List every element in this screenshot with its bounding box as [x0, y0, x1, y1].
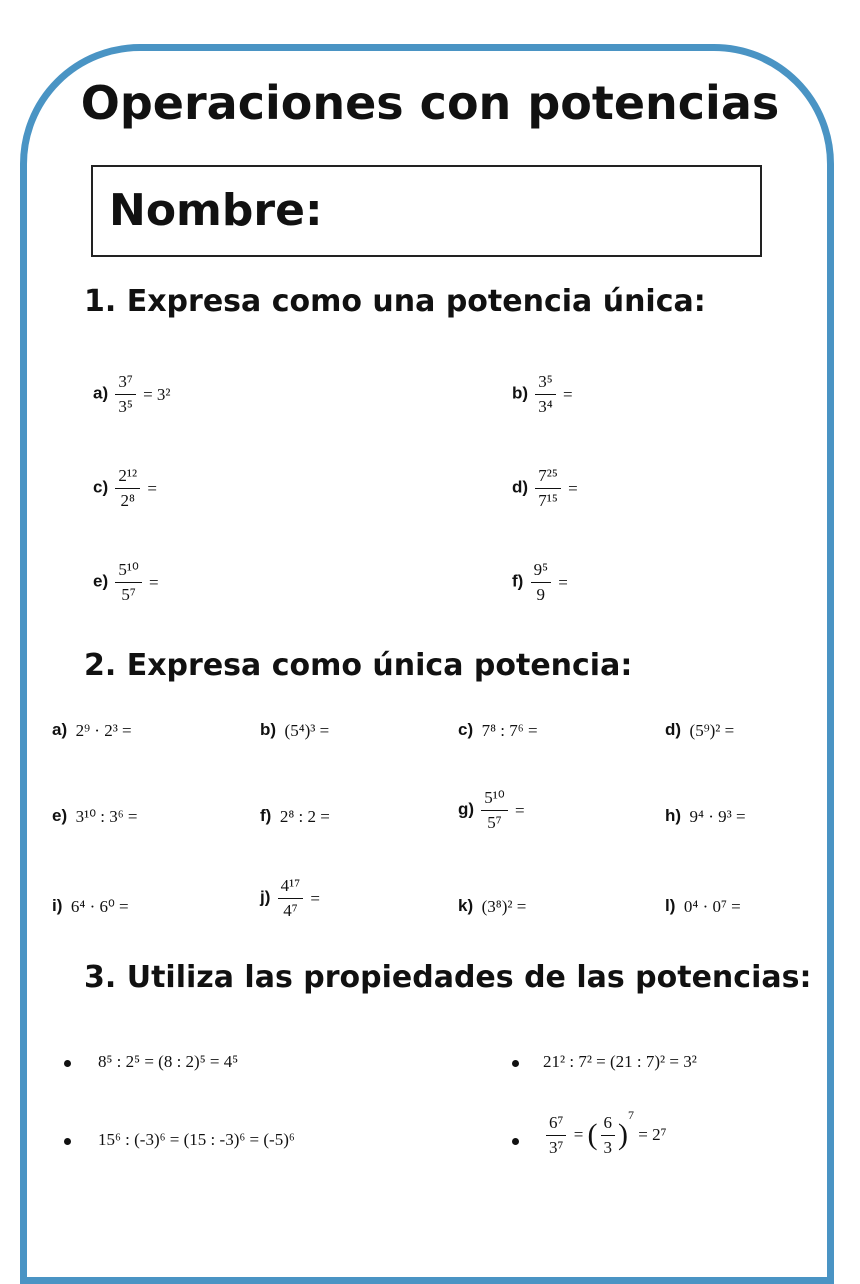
- item-label: c): [93, 477, 109, 497]
- bullet-icon: [512, 1060, 519, 1067]
- exercise-1e: [93, 560, 159, 605]
- section-1-heading: 1. Expresa como una potencia única:: [84, 284, 706, 319]
- exercise-2e: e) 3¹⁰ : 3⁶ =: [52, 806, 138, 827]
- fraction: $\frac{\text{5¹⁰}}{\text{5⁷}}$: [115, 560, 141, 605]
- expression: =: [149, 572, 159, 592]
- fraction: $\frac{\text{4¹⁷}}{\text{4⁷}}$: [278, 876, 304, 921]
- exercise-2l: l) 0⁴ · 0⁷ =: [665, 896, 741, 917]
- item-label: d): [512, 477, 529, 497]
- bullet-icon: [64, 1138, 71, 1145]
- name-field[interactable]: [91, 165, 762, 257]
- exercise-2b: b) (5⁴)³ =: [260, 720, 330, 741]
- item-label: e): [93, 571, 109, 591]
- exercise-2d: d) (5⁹)² =: [665, 720, 735, 741]
- bullet-icon: [512, 1138, 519, 1145]
- exercise-2j: j) $\frac{\text{4¹⁷}}{\text{4⁷}}$ =: [260, 876, 321, 920]
- exercise-2h: h) 9⁴ · 9³ =: [665, 806, 746, 827]
- exercise-1b: [512, 372, 573, 417]
- close-paren: ): [618, 1118, 629, 1152]
- expression: =: [568, 478, 578, 498]
- exercise-1a: [93, 372, 171, 417]
- expression: =: [558, 572, 568, 592]
- property-example-4: $\frac{\text{6⁷}}{\text{3⁷}}$ = ( $\frac{6}{3}$ )$^7$ = 2⁷: [543, 1108, 667, 1158]
- fraction: $\frac{\text{3⁵}}{\text{3⁴}}$: [535, 372, 555, 417]
- open-paren: (: [587, 1118, 598, 1152]
- exercise-2g: g) $\frac{\text{5¹⁰}}{\text{5⁷}}$ =: [458, 788, 525, 832]
- exercise-2k: k) (3⁸)² =: [458, 896, 527, 917]
- exercise-1c: [93, 466, 157, 511]
- exponent: 7: [628, 1108, 635, 1122]
- exercise-2f: f) 2⁸ : 2 =: [260, 806, 330, 827]
- fraction: $\frac{\text{5¹⁰}}{\text{5⁷}}$: [481, 788, 507, 833]
- fraction: $\frac{6}{3}$: [601, 1113, 616, 1158]
- fraction: $\frac{\text{6⁷}}{\text{3⁷}}$: [546, 1113, 566, 1158]
- exercise-2c: c) 7⁸ : 7⁶ =: [458, 720, 538, 741]
- fraction: $\frac{\text{2¹²}}{\text{2⁸}}$: [115, 466, 140, 511]
- exercise-2a: a) 2⁹ · 2³ =: [52, 720, 132, 741]
- exercise-2i: i) 6⁴ · 6⁰ =: [52, 896, 129, 917]
- bullet-icon: [64, 1060, 71, 1067]
- expression: = 3²: [143, 384, 171, 404]
- fraction: $\frac{\text{7²⁵}}{\text{7¹⁵}}$: [535, 466, 561, 511]
- section-2-heading: 2. Expresa como única potencia:: [84, 648, 633, 683]
- item-label: f): [512, 571, 524, 591]
- expression: =: [562, 384, 573, 404]
- property-example-3: 15⁶ : (-3)⁶ = (15 : -3)⁶ = (-5)⁶: [98, 1130, 295, 1149]
- exercise-1f: [512, 560, 568, 605]
- property-example-2: 21² : 7² = (21 : 7)² = 3²: [543, 1052, 697, 1071]
- item-label: b): [512, 383, 529, 403]
- name-label: Nombre:: [109, 185, 323, 236]
- fraction: $\frac{\text{9⁵}}{9}$: [531, 560, 551, 605]
- fraction: $\frac{\text{3⁷}}{\text{3⁵}}$: [115, 372, 135, 417]
- item-label: a): [93, 383, 109, 403]
- expression: =: [147, 478, 157, 498]
- exercise-1d: [512, 466, 578, 511]
- section-3-heading: 3. Utiliza las propiedades de las potencias:: [84, 960, 812, 995]
- worksheet-title: Operaciones con potencias: [80, 76, 780, 130]
- property-example-1: 8⁵ : 2⁵ = (8 : 2)⁵ = 4⁵: [98, 1052, 239, 1071]
